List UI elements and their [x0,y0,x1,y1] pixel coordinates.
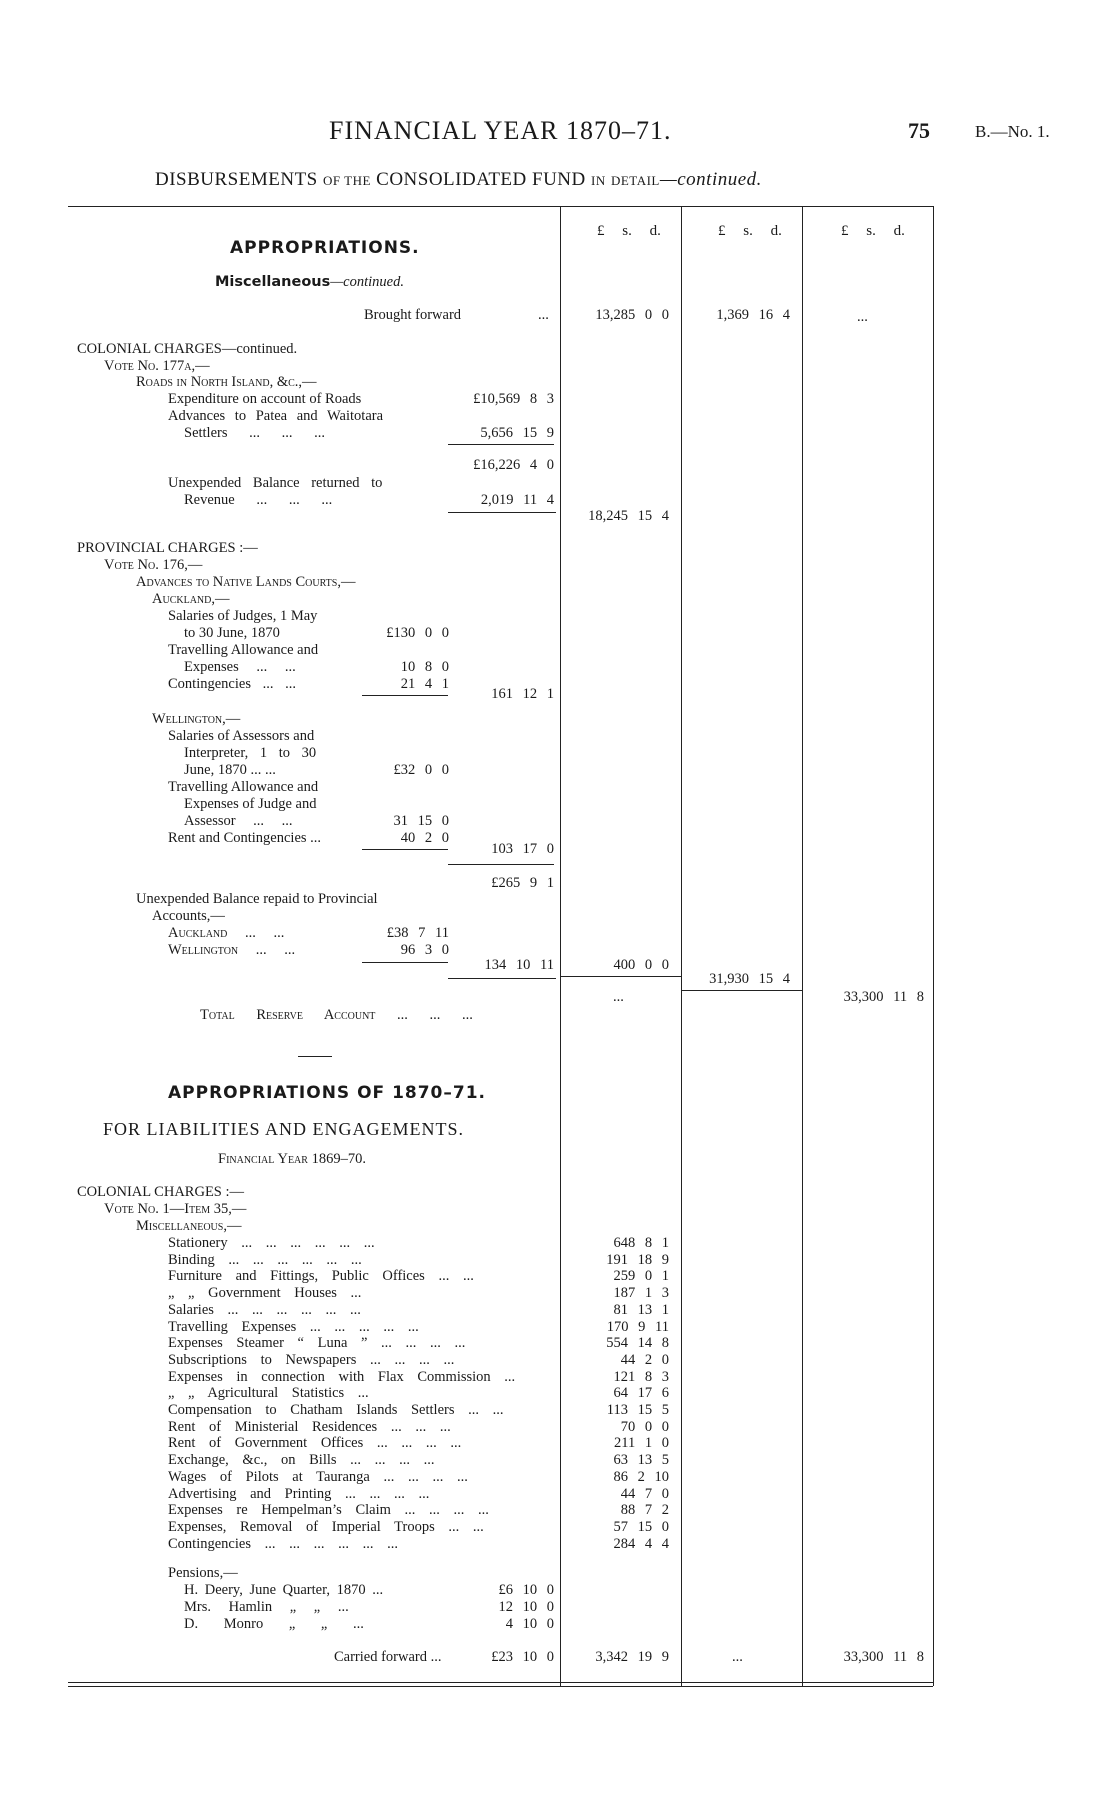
list-item: Salaries of Judges, 1 May [168,608,318,624]
brought-forward-value: ... [857,309,868,325]
list-item: Stationery ... ... ... ... ... ... [168,1235,375,1251]
dots: ... [538,307,549,323]
section-heading: APPROPRIATIONS. [230,238,420,258]
brought-forward-value: 1,369 16 4 [716,307,790,323]
item-amount: 64 17 6 [613,1385,669,1402]
list-item: Exchange, &c., on Bills ... ... ... ... [168,1452,435,1469]
provincial-charges-heading: PROVINCIAL CHARGES :— [77,540,258,556]
colonial-charges-heading: COLONIAL CHARGES :— [77,1184,245,1200]
table-bottom-border [68,1686,933,1687]
list-item: D. Monro „ „ ... [184,1616,364,1632]
subtitle-part: DETAIL [610,173,660,188]
carried-forward-label: Carried forward ... [334,1649,442,1665]
amount: 21 4 1 [400,676,449,692]
carried-forward-value: 3,342 19 9 [595,1649,669,1665]
carried-forward-value: 33,300 11 8 [843,1649,924,1665]
dots: ... [613,989,624,1005]
roads-heading: Roads in North Island, &c.,— [136,374,317,390]
item-amount: 70 0 0 [620,1418,669,1435]
column-divider [560,206,561,1686]
total-reserve-label: Total Reserve Account ... ... ... [200,1007,473,1023]
item-amount: 57 15 0 [613,1518,669,1535]
item-amount: 648 8 1 [613,1235,669,1251]
subtitle-part: DISBURSEMENTS [155,169,318,190]
column-total: 31,930 15 4 [709,971,790,987]
vote-label: Vote No. 176,— [104,557,203,573]
list-item: Travelling Expenses ... ... ... ... ... [168,1318,419,1335]
list-item: „ „ Government Houses ... [168,1285,362,1302]
column-divider [681,206,682,1686]
list-item: Expenses ... ... [184,659,296,675]
list-item: Compensation to Chatham Islands Settlers ... ... [168,1402,504,1418]
list-item: Expenses in connection with Flax Commission ... [168,1368,516,1385]
item-amount: 187 1 3 [613,1285,669,1302]
amount: £38 7 11 [386,925,449,941]
section-subheading: FOR LIABILITIES AND ENGAGEMENTS. [103,1119,464,1139]
list-item: Rent and Contingencies ... [168,830,322,846]
page-number: 75 [908,118,930,143]
brought-forward-label: Brought forward [364,307,462,323]
item-amount: 211 1 0 [614,1435,669,1452]
document-reference: B.—No. 1. [975,122,1050,141]
item-amount: 191 18 9 [606,1251,669,1268]
wellington-heading: Wellington,— [152,711,241,727]
list-item: Auckland ... ... [168,925,285,941]
column-divider [933,206,934,1686]
financial-year-label: Financial Year 1869–70. [218,1151,366,1167]
amount: 103 17 0 [491,841,554,857]
list-item: H. Deery, June Quarter, 1870 ... [184,1582,384,1598]
column-header: £ s. d. [841,223,905,239]
list-item: to 30 June, 1870 [184,625,280,641]
item-amount: 259 0 1 [613,1268,669,1285]
section-heading: APPROPRIATIONS OF 1870–71. [168,1083,487,1103]
item-amount: 284 4 4 [613,1535,669,1552]
amount: £130 0 0 [386,625,449,641]
section-separator [298,1056,332,1057]
amount: £23 10 0 [491,1649,554,1665]
sum-rule [362,695,448,696]
item-amount: 170 9 11 [606,1318,669,1335]
amount: 161 12 1 [491,686,554,702]
list-item: „ „ Agricultural Statistics ... [168,1385,369,1402]
auckland-heading: Auckland,— [152,591,230,607]
list-item: Expenses of Judge and [184,796,317,812]
sum-rule [681,990,802,991]
list-item: Expenditure on account of Roads [168,391,362,407]
list-item: Rent of Ministerial Residences ... ... ... [168,1418,451,1435]
sum-rule [560,976,681,977]
sum-rule [448,978,556,979]
item-amount: 44 7 0 [620,1485,669,1502]
grand-total: 33,300 11 8 [843,989,924,1005]
list-item: Mrs. Hamlin „ „ ... [184,1599,349,1615]
page-subtitle [155,170,762,189]
pensions-heading: Pensions,— [168,1565,238,1581]
list-item: Contingencies ... ... [168,676,296,692]
list-item: Accounts,— [152,908,225,924]
section-subheading [215,274,404,290]
amount: £265 9 1 [491,875,554,891]
item-amount: 554 14 8 [606,1335,669,1352]
subheading-text: Miscellaneous [215,274,331,290]
amount: 40 2 0 [400,830,449,846]
list-item: Expenses, Removal of Imperial Troops ... ... [168,1518,484,1535]
subheading-suffix: —continued. [330,274,404,290]
list-item: Settlers ... ... ... [184,425,325,441]
list-item: Salaries ... ... ... ... ... ... [168,1301,361,1318]
item-amount: 113 15 5 [606,1402,669,1418]
advances-heading: Advances to Native Lands Courts,— [136,574,356,590]
list-item: Subscriptions to Newspapers ... ... ... ... [168,1351,455,1368]
list-item: Unexpended Balance repaid to Provincial [136,891,378,907]
item-amount: 86 2 10 [613,1468,669,1485]
list-item: Travelling Allowance and [168,779,319,795]
subtitle-part: IN [591,173,606,188]
list-item: Expenses Steamer “ Luna ” ... ... ... ... [168,1335,466,1352]
item-amount: 63 13 5 [613,1452,669,1469]
table-top-border [68,206,933,207]
vote-label: Vote No. 1—Item 35,— [104,1201,247,1217]
amount: £6 10 0 [498,1582,554,1598]
list-item: Assessor ... ... [184,813,293,829]
item-amount: 121 8 3 [613,1368,669,1385]
carried-forward-value: ... [732,1649,743,1665]
item-amount: 81 13 1 [613,1301,669,1318]
miscellaneous-heading: Miscellaneous,— [136,1218,242,1234]
sum-rule [448,864,554,865]
list-item: Wages of Pilots at Tauranga ... ... ... ... [168,1468,468,1485]
list-item: Unexpended Balance returned to [168,475,383,491]
brought-forward-value: 13,285 0 0 [595,307,669,323]
list-item: Binding ... ... ... ... ... ... [168,1251,362,1268]
list-item: Rent of Government Offices ... ... ... ... [168,1435,462,1452]
list-item: June, 1870 ... ... [184,762,276,778]
list-item: Contingencies ... ... ... ... ... ... [168,1535,398,1552]
amount: 31 15 0 [393,813,449,829]
table-bottom-border [68,1682,933,1683]
column-header: £ s. d. [597,223,661,239]
list-item: Expenses re Hempelman’s Claim ... ... ... ... [168,1502,489,1519]
sum-rule [448,512,556,513]
list-item: Furniture and Fittings, Public Offices ... ... [168,1268,474,1285]
list-item: Wellington ... ... [168,942,296,958]
amount: £16,226 4 0 [473,457,554,473]
amount: 12 10 0 [498,1599,554,1615]
amount: 4 10 0 [505,1616,554,1632]
subtitle-part: —continued. [659,169,762,190]
subtitle-part: CONSOLIDATED FUND [376,169,586,190]
amount: 5,656 15 9 [480,425,554,441]
sum-rule [362,962,448,963]
column-divider [802,206,803,1686]
list-item: Interpreter, 1 to 30 [184,745,317,761]
page-title: FINANCIAL YEAR 1870–71. [329,116,672,145]
amount: £32 0 0 [393,762,449,778]
amount: 134 10 11 [484,957,554,973]
list-item: Travelling Allowance and [168,642,319,658]
subtitle-part: OF THE [323,173,371,188]
column-header: £ s. d. [718,223,782,239]
amount: 10 8 0 [400,659,449,675]
sum-rule [448,444,554,445]
item-amount: 44 2 0 [620,1351,669,1368]
amount: £10,569 8 3 [473,391,554,407]
list-item: Advertising and Printing ... ... ... ... [168,1485,430,1502]
sum-rule [362,849,448,850]
list-item: Salaries of Assessors and [168,728,315,744]
subtotal-value: 18,245 15 4 [588,508,669,524]
subtotal-value: 400 0 0 [613,957,669,973]
amount: 2,019 11 4 [480,492,554,508]
vote-label: Vote No. 177a,— [104,358,210,374]
list-item: Advances to Patea and Waitotara [168,408,384,424]
list-item: Revenue ... ... ... [184,492,333,508]
amount: 96 3 0 [400,942,449,958]
item-amount: 88 7 2 [620,1502,669,1519]
colonial-charges-heading: COLONIAL CHARGES—continued. [77,341,298,357]
